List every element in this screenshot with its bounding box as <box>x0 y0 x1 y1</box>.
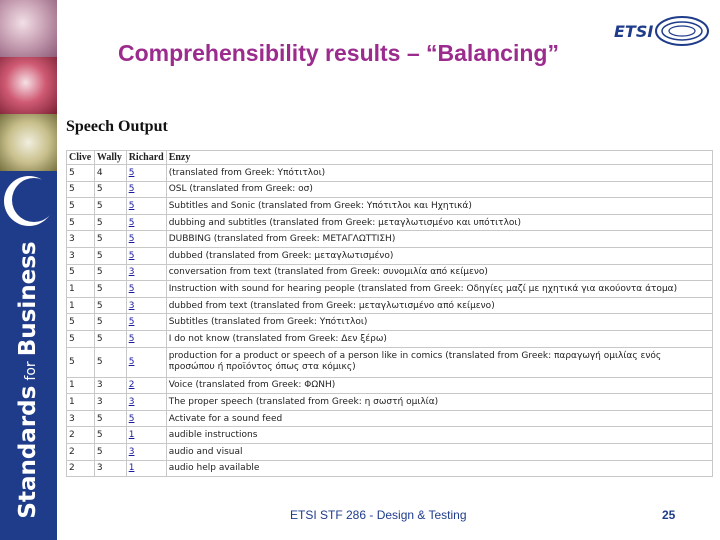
swoosh-graphic-inner <box>12 178 56 222</box>
table-row: 2 5 1 audible instructions <box>67 427 713 444</box>
etsi-logo <box>610 14 710 48</box>
slide-title: Comprehensibility results – “Balancing” <box>118 40 559 66</box>
table-row: 3 5 5 dubbed (translated from Greek: μεταγλωτισμένο) <box>67 247 713 264</box>
results-table <box>66 150 713 477</box>
table-row: 5 5 5 production for a product or speech of a person like in comics (translated from Greek: παραγωγή ομιλίας ενός προσώπου ή προϊόντος όπως στα κόμικς) <box>67 347 713 377</box>
table-row: 1 3 3 The proper speech (translated from Greek: η σωστή ομιλία) <box>67 394 713 411</box>
table-row: 5 5 5 I do not know (translated from Greek: Δεν ξέρω) <box>67 330 713 347</box>
table-row: 1 3 2 Voice (translated from Greek: ΦΩΝΗ) <box>67 377 713 394</box>
footer-text: ETSI STF 286 - Design & Testing <box>290 508 467 522</box>
column-header-enzy: Enzy <box>166 151 712 165</box>
table-row: 5 5 5 dubbing and subtitles (translated from Greek: μεταγλωτισμένο και υπότιτλοι) <box>67 214 713 231</box>
table-header-row <box>67 151 713 165</box>
section-title: Speech Output <box>66 118 168 135</box>
table-row: 5 5 5 Subtitles and Sonic (translated from Greek: Υπότιτλοι και Ηχητικά) <box>67 198 713 215</box>
column-header-wally: Wally <box>94 151 126 165</box>
results-table-container <box>66 150 713 486</box>
decorative-image-1 <box>0 0 57 57</box>
column-header-clive: Clive <box>67 151 95 165</box>
table-row: 5 5 3 conversation from text (translated from Greek: συνομιλία από κείμενο) <box>67 264 713 281</box>
column-header-richard: Richard <box>126 151 166 165</box>
page-number: 25 <box>662 508 676 522</box>
table-row: 2 5 3 audio and visual <box>67 443 713 460</box>
table-row: 2 3 1 audio help available <box>67 460 713 477</box>
table-row: 1 5 3 dubbed from text (translated from Greek: μεταγλωτισμένο από κείμενο) <box>67 297 713 314</box>
sidebar-strip <box>0 0 57 540</box>
svg-text:ETSI: ETSI <box>614 22 654 41</box>
table-row: 5 4 5 (translated from Greek: Υπότιτλοι) <box>67 165 713 182</box>
decorative-image-3 <box>0 114 57 171</box>
table-row: 3 5 5 DUBBING (translated from Greek: ΜΕΤΑΓΛΩΤΤΙΣΗ) <box>67 231 713 248</box>
decorative-image-2 <box>0 57 57 114</box>
standards-for-business-label: Standards for Business <box>15 241 41 519</box>
table-row: 3 5 5 Activate for a sound feed <box>67 410 713 427</box>
table-row: 5 5 5 Subtitles (translated from Greek: Υπότιτλοι) <box>67 314 713 331</box>
table-row: 1 5 5 Instruction with sound for hearing people (translated from Greek: Οδηγίες μαζί με ηχητικά για ακούοντα άτομα) <box>67 281 713 298</box>
table-row: 5 5 5 OSL (translated from Greek: οσ) <box>67 181 713 198</box>
